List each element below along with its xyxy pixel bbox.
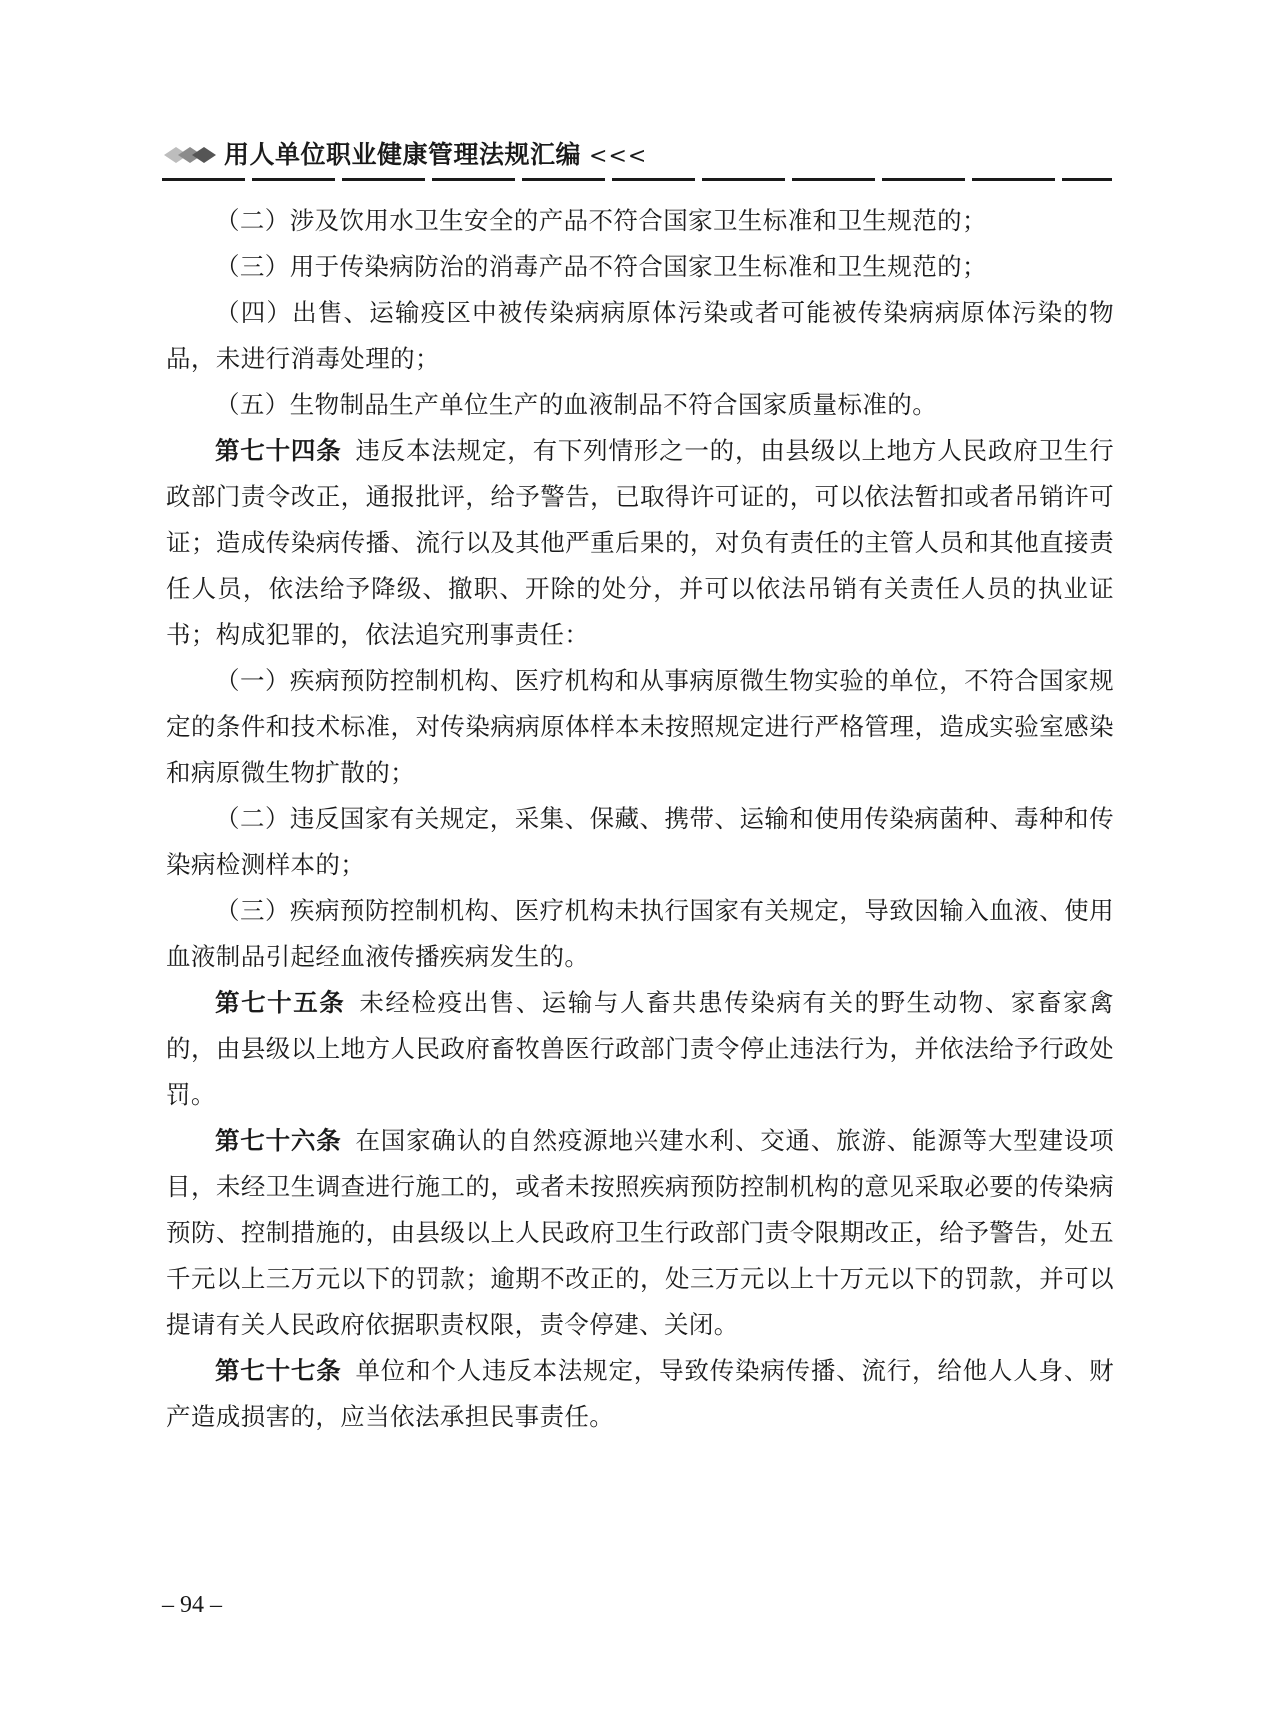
paragraph: [166, 658, 1114, 796]
paragraph-text: （五）生物制品生产单位生产的血液制品不符合国家质量标准的。: [215, 390, 938, 419]
paragraph-text: （二）涉及饮用水卫生安全的产品不符合国家卫生标准和卫生规范的；: [215, 206, 987, 235]
header-divider: [162, 178, 1112, 181]
chevrons: <<<: [589, 144, 648, 169]
paragraph: [166, 1118, 1114, 1348]
paragraph: [166, 428, 1114, 658]
paragraph-text: 未经检疫出售、运输与人畜共患传染病有关的野生动物、家畜家禽的，由县级以上地方人民政府畜牧兽医行政部门责令停止违法行为，并依法给予行政处罚。: [166, 988, 1114, 1109]
body-text: [166, 198, 1114, 1440]
paragraph-text: （三）疾病预防控制机构、医疗机构未执行国家有关规定，导致因输入血液、使用血液制品引起经血液传播疾病发生的。: [166, 896, 1114, 971]
book-title-text: 用人单位职业健康管理法规汇编: [224, 140, 582, 169]
paragraph: [166, 382, 1114, 428]
article-number: 第七十六条: [215, 1126, 342, 1155]
paragraph-text: （一）疾病预防控制机构、医疗机构和从事病原微生物实验的单位，不符合国家规定的条件和技术标准，对传染病病原体样本未按照规定进行严格管理，造成实验室感染和病原微生物扩散的；: [166, 666, 1114, 787]
page-number: – 94 –: [162, 1592, 222, 1618]
article-number: 第七十七条: [215, 1356, 342, 1385]
article-number: 第七十四条: [215, 436, 342, 465]
paragraph: [166, 796, 1114, 888]
paragraph: [166, 980, 1114, 1118]
paragraph-text: （四）出售、运输疫区中被传染病病原体污染或者可能被传染病病原体污染的物品，未进行消毒处理的；: [166, 298, 1114, 373]
paragraph: [166, 290, 1114, 382]
article-number: 第七十五条: [215, 988, 346, 1017]
paragraph-text: （二）违反国家有关规定，采集、保藏、携带、运输和使用传染病菌种、毒种和传染病检测样本的；: [166, 804, 1114, 879]
paragraph-text: （三）用于传染病防治的消毒产品不符合国家卫生标准和卫生规范的；: [215, 252, 987, 281]
paragraph-text: 违反本法规定，有下列情形之一的，由县级以上地方人民政府卫生行政部门责令改正，通报批评，给予警告，已取得许可证的，可以依法暂扣或者吊销许可证；造成传染病传播、流行以及其他严重后果的，对负有责任的主管人员和其他直接责任人员，依法给予降级、撤职、开除的处分，并可以依法吊销有关责任人员的执业证书；构成犯罪的，依法追究刑事责任：: [166, 436, 1115, 649]
paragraph: [166, 888, 1114, 980]
double-arrow-icon: [162, 144, 218, 166]
paragraph: [166, 244, 1114, 290]
running-header: [162, 138, 1112, 174]
paragraph-text: 单位和个人违反本法规定，导致传染病传播、流行，给他人人身、财产造成损害的，应当依法承担民事责任。: [166, 1356, 1115, 1431]
paragraph: [166, 1348, 1114, 1440]
paragraph: [166, 198, 1114, 244]
paragraph-text: 在国家确认的自然疫源地兴建水利、交通、旅游、能源等大型建设项目，未经卫生调查进行施工的，或者未按照疾病预防控制机构的意见采取必要的传染病预防、控制措施的，由县级以上人民政府卫生行政部门责令限期改正，给予警告，处五千元以上三万元以下的罚款；逾期不改正的，处三万元以上十万元以下的罚款，并可以提请有关人民政府依据职责权限，责令停建、关闭。: [166, 1126, 1115, 1339]
book-title: [224, 138, 647, 174]
